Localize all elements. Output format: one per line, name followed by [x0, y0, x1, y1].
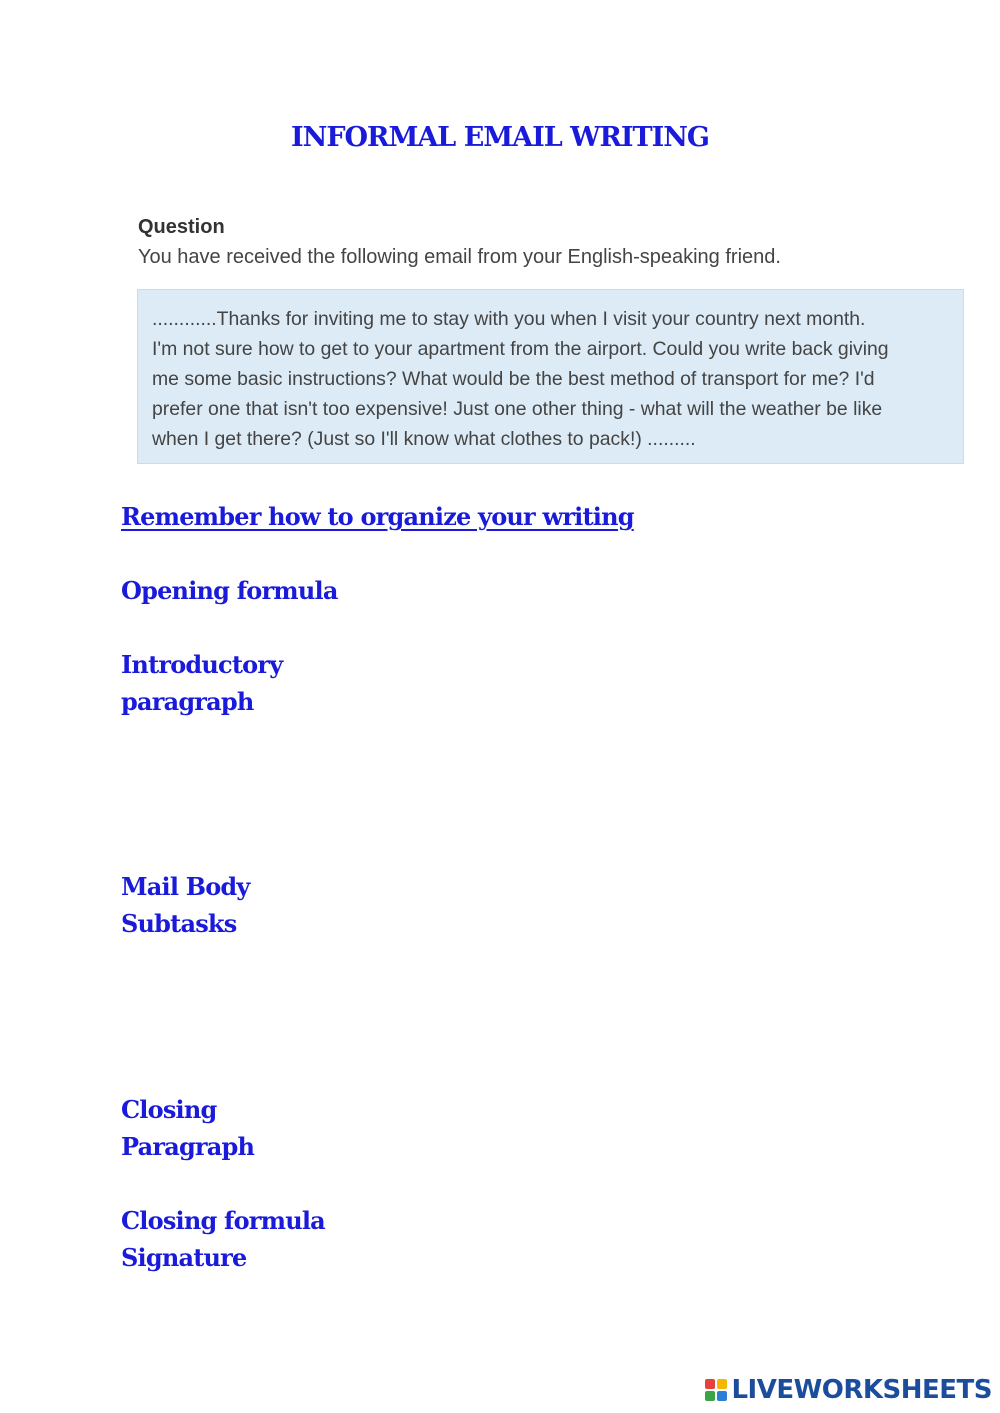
- closing-paragraph-line: Paragraph: [121, 1132, 255, 1161]
- email-line: prefer one that isn't too expensive! Just one other thing - what will the weather be like: [152, 398, 883, 420]
- logo-square: [705, 1391, 715, 1401]
- logo-square: [717, 1391, 727, 1401]
- liveworksheets-watermark: [705, 1375, 992, 1405]
- introductory-line: Introductory: [121, 650, 283, 679]
- closing-formula-label: [121, 1202, 325, 1276]
- closing-paragraph-line: Closing: [121, 1095, 217, 1124]
- mail-body-line: Subtasks: [121, 909, 237, 938]
- closing-paragraph-label: [121, 1091, 254, 1165]
- email-line: ............Thanks for inviting me to stay with you when I visit your country next month.: [152, 308, 866, 330]
- liveworksheets-logo-icon: [705, 1379, 727, 1401]
- closing-formula-line: Closing formula: [121, 1206, 325, 1235]
- opening-formula-label: Opening formula: [121, 576, 338, 605]
- email-line: I'm not sure how to get to your apartment from the airport. Could you write back giving: [152, 338, 889, 360]
- mail-body-line: Mail Body: [121, 872, 250, 901]
- signature-line: Signature: [121, 1243, 247, 1272]
- question-label: Question: [138, 216, 225, 238]
- logo-square: [717, 1379, 727, 1389]
- organize-heading: Remember how to organize your writing: [121, 502, 634, 531]
- email-line: me some basic instructions? What would be the best method of transport for me? I'd: [152, 368, 875, 390]
- logo-square: [705, 1379, 715, 1389]
- email-line: when I get there? (Just so I'll know what clothes to pack!) .........: [152, 428, 696, 450]
- watermark-text: LIVEWORKSHEETS: [731, 1375, 992, 1405]
- mail-body-label: [121, 868, 250, 942]
- page-title: INFORMAL EMAIL WRITING: [291, 122, 709, 153]
- introductory-line: paragraph: [121, 687, 254, 716]
- question-intro: You have received the following email from your English-speaking friend.: [138, 246, 781, 268]
- email-quote-box: [137, 289, 964, 464]
- introductory-paragraph-label: [121, 646, 282, 720]
